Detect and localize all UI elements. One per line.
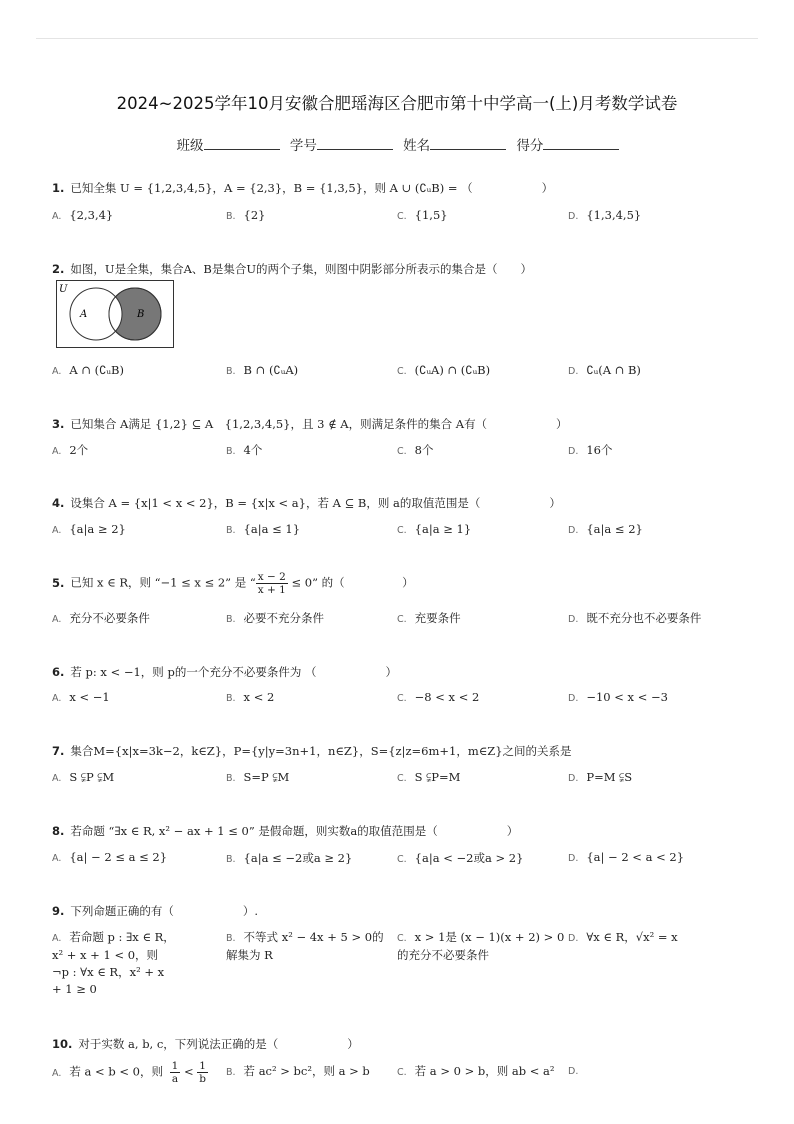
option-b[interactable]: B. x < 2 <box>226 690 275 704</box>
question-stem: 设集合 A = {x|1 < x < 2}，B = {x|x < a}，若 A ⊆ B，则 a的取值范围是（ ） <box>70 496 561 510</box>
option-a[interactable]: A. {2,3,4} <box>52 208 114 222</box>
option-d[interactable]: D. {a|a ≤ 2} <box>568 522 643 536</box>
question-5 <box>52 571 414 596</box>
question-stem: 如图，U是全集，集合A、B是集合U的两个子集，则图中阴影部分所表示的集合是（ ） <box>70 262 533 276</box>
label-a: A <box>80 309 88 320</box>
option-b[interactable]: B. B ∩ (∁ᵤA) <box>226 363 299 377</box>
question-8 <box>52 823 518 839</box>
option-b[interactable]: B. {a|a ≤ −2或a ≥ 2} <box>226 851 353 865</box>
question-stem: 下列命题正确的有（ ）. <box>70 904 259 918</box>
score-label: 得分 <box>516 138 544 154</box>
option-b[interactable]: B. S=P ⫋M <box>226 770 290 784</box>
option-d[interactable]: D. {a| − 2 < a < 2} <box>568 850 685 864</box>
label-u: U <box>59 284 68 295</box>
option-d[interactable]: D. ∁ᵤ(A ∩ B) <box>568 363 641 377</box>
option-c[interactable]: C. (∁ᵤA) ∩ (∁ᵤB) <box>397 363 491 377</box>
option-b[interactable]: B. {2} <box>226 208 266 222</box>
fraction <box>256 571 288 596</box>
fraction: $\frac{1}{b}$ <box>199 1060 206 1085</box>
option-a[interactable]: A. 2个 <box>52 443 89 457</box>
student-id-label: 学号 <box>289 138 317 154</box>
question-number: 4. <box>52 496 65 510</box>
question-stem: 已知集合 A满足 {1,2} ⊆ A {1,2,3,4,5}，且 3 ∉ A，则满足条件的集合 A有（ ） <box>70 417 568 431</box>
question-stem: 集合M={x|x=3k−2，k∈Z}，P={y|y=3n+1，n∈Z}，S={z|z=6m+1，m∈Z}之间的关系是 <box>70 744 572 758</box>
fraction: $\frac{1}{a}$ <box>171 1060 179 1085</box>
page-title: 2024~2025学年10月安徽合肥瑶海区合肥市第十中学高一(上)月考数学试卷 <box>116 94 678 113</box>
question-number: 3. <box>52 417 65 431</box>
question-number: 1. <box>52 181 65 195</box>
class-label: 班级 <box>176 138 204 154</box>
score-blank[interactable] <box>543 137 619 150</box>
option-b[interactable]: B. 必要不充分条件 <box>226 611 325 625</box>
question-stem: 已知全集 U = {1,2,3,4,5}，A = {2,3}，B = {1,3,5}，则 A ∪ (∁ᵤB) = （ ） <box>70 181 554 195</box>
option-c[interactable]: C. 充要条件 <box>397 611 461 625</box>
option-d[interactable]: D. {1,3,4,5} <box>568 208 642 222</box>
option-d[interactable]: D. 既不充分也不必要条件 <box>568 611 702 625</box>
option-a[interactable]: A. 若命题 p : ∃x ∈ R，x² + x + 1 < 0，则 ¬p : ∀x ∈ R，x² + x + 1 ≥ 0 <box>52 930 175 996</box>
venn-diagram <box>56 280 174 348</box>
option-c[interactable]: C. 若 a > 0 > b，则 ab < a² <box>397 1064 555 1078</box>
question-7 <box>52 743 572 759</box>
option-c[interactable]: C. {1,5} <box>397 208 448 222</box>
option-a[interactable]: A. {a| − 2 ≤ a ≤ 2} <box>52 850 168 864</box>
option-c[interactable]: C. x > 1是 (x − 1)(x + 2) > 0的充分不必要条件 <box>397 930 565 962</box>
option-b[interactable]: B. 不等式 x² − 4x + 5 > 0的解集为 R <box>226 930 384 962</box>
question-number: 2. <box>52 262 65 276</box>
question-stem: 若 p: x < −1，则 p的一个充分不必要条件为 （ ） <box>70 665 397 679</box>
top-rule <box>36 38 758 39</box>
option-c[interactable]: C. {a|a ≥ 1} <box>397 522 472 536</box>
option-c[interactable]: C. 8个 <box>397 443 434 457</box>
question-stem: 若命题 “∃x ∈ R, x² − ax + 1 ≤ 0” 是假命题，则实数a的取值范围是（ ） <box>70 824 519 838</box>
fraction-denominator: x + 1 <box>257 584 286 596</box>
fraction-numerator: x − 2 <box>257 571 286 583</box>
option-d[interactable]: D. <box>568 1066 579 1077</box>
question-number: 9. <box>52 904 65 918</box>
option-d[interactable]: D. ∀x ∈ R，√x² = x <box>568 930 678 944</box>
class-blank[interactable] <box>204 137 280 150</box>
option-a[interactable]: A. {a|a ≥ 2} <box>52 522 126 536</box>
question-number: 7. <box>52 744 65 758</box>
question-3 <box>52 416 568 432</box>
name-label: 姓名 <box>403 138 431 154</box>
question-stem-post: ≤ 0” 的（ ） <box>287 575 414 590</box>
option-b[interactable]: B. {a|a ≤ 1} <box>226 522 301 536</box>
option-c[interactable]: C. −8 < x < 2 <box>397 690 480 704</box>
question-number: 8. <box>52 824 65 838</box>
question-number: 5. <box>52 575 65 590</box>
question-2 <box>52 261 532 277</box>
option-d[interactable]: D. 16个 <box>568 443 613 457</box>
question-stem: 对于实数 a, b, c，下列说法正确的是（ ） <box>78 1037 359 1051</box>
option-c[interactable]: C. S ⫋P=M <box>397 770 461 784</box>
question-4 <box>52 495 561 511</box>
option-a[interactable]: A. 若 a < b < 0，则 $\frac{1}{a}$ < $\frac{1}{b}$ <box>52 1060 206 1085</box>
student-id-blank[interactable] <box>317 137 393 150</box>
question-number: 10. <box>52 1037 73 1051</box>
option-a[interactable]: A. 充分不必要条件 <box>52 611 150 625</box>
option-a[interactable]: A. x < −1 <box>52 690 110 704</box>
name-blank[interactable] <box>430 137 506 150</box>
option-d[interactable]: D. P=M ⫋S <box>568 770 633 784</box>
student-info-row <box>0 134 794 154</box>
option-c[interactable]: C. {a|a < −2或a > 2} <box>397 851 524 865</box>
option-a[interactable]: A. S ⫋P ⫋M <box>52 770 115 784</box>
question-stem-pre: 已知 x ∈ R，则 “−1 ≤ x ≤ 2” 是 “ <box>70 575 256 590</box>
option-a[interactable]: A. A ∩ (∁ᵤB) <box>52 363 124 377</box>
question-number: 6. <box>52 665 65 679</box>
option-d[interactable]: D. −10 < x < −3 <box>568 690 668 704</box>
question-9 <box>52 903 258 919</box>
option-b[interactable]: B. 若 ac² > bc²，则 a > b <box>226 1064 370 1078</box>
question-1 <box>52 180 553 196</box>
label-b: B <box>137 309 145 320</box>
option-b[interactable]: B. 4个 <box>226 443 263 457</box>
question-6 <box>52 664 397 680</box>
question-10 <box>52 1036 359 1052</box>
